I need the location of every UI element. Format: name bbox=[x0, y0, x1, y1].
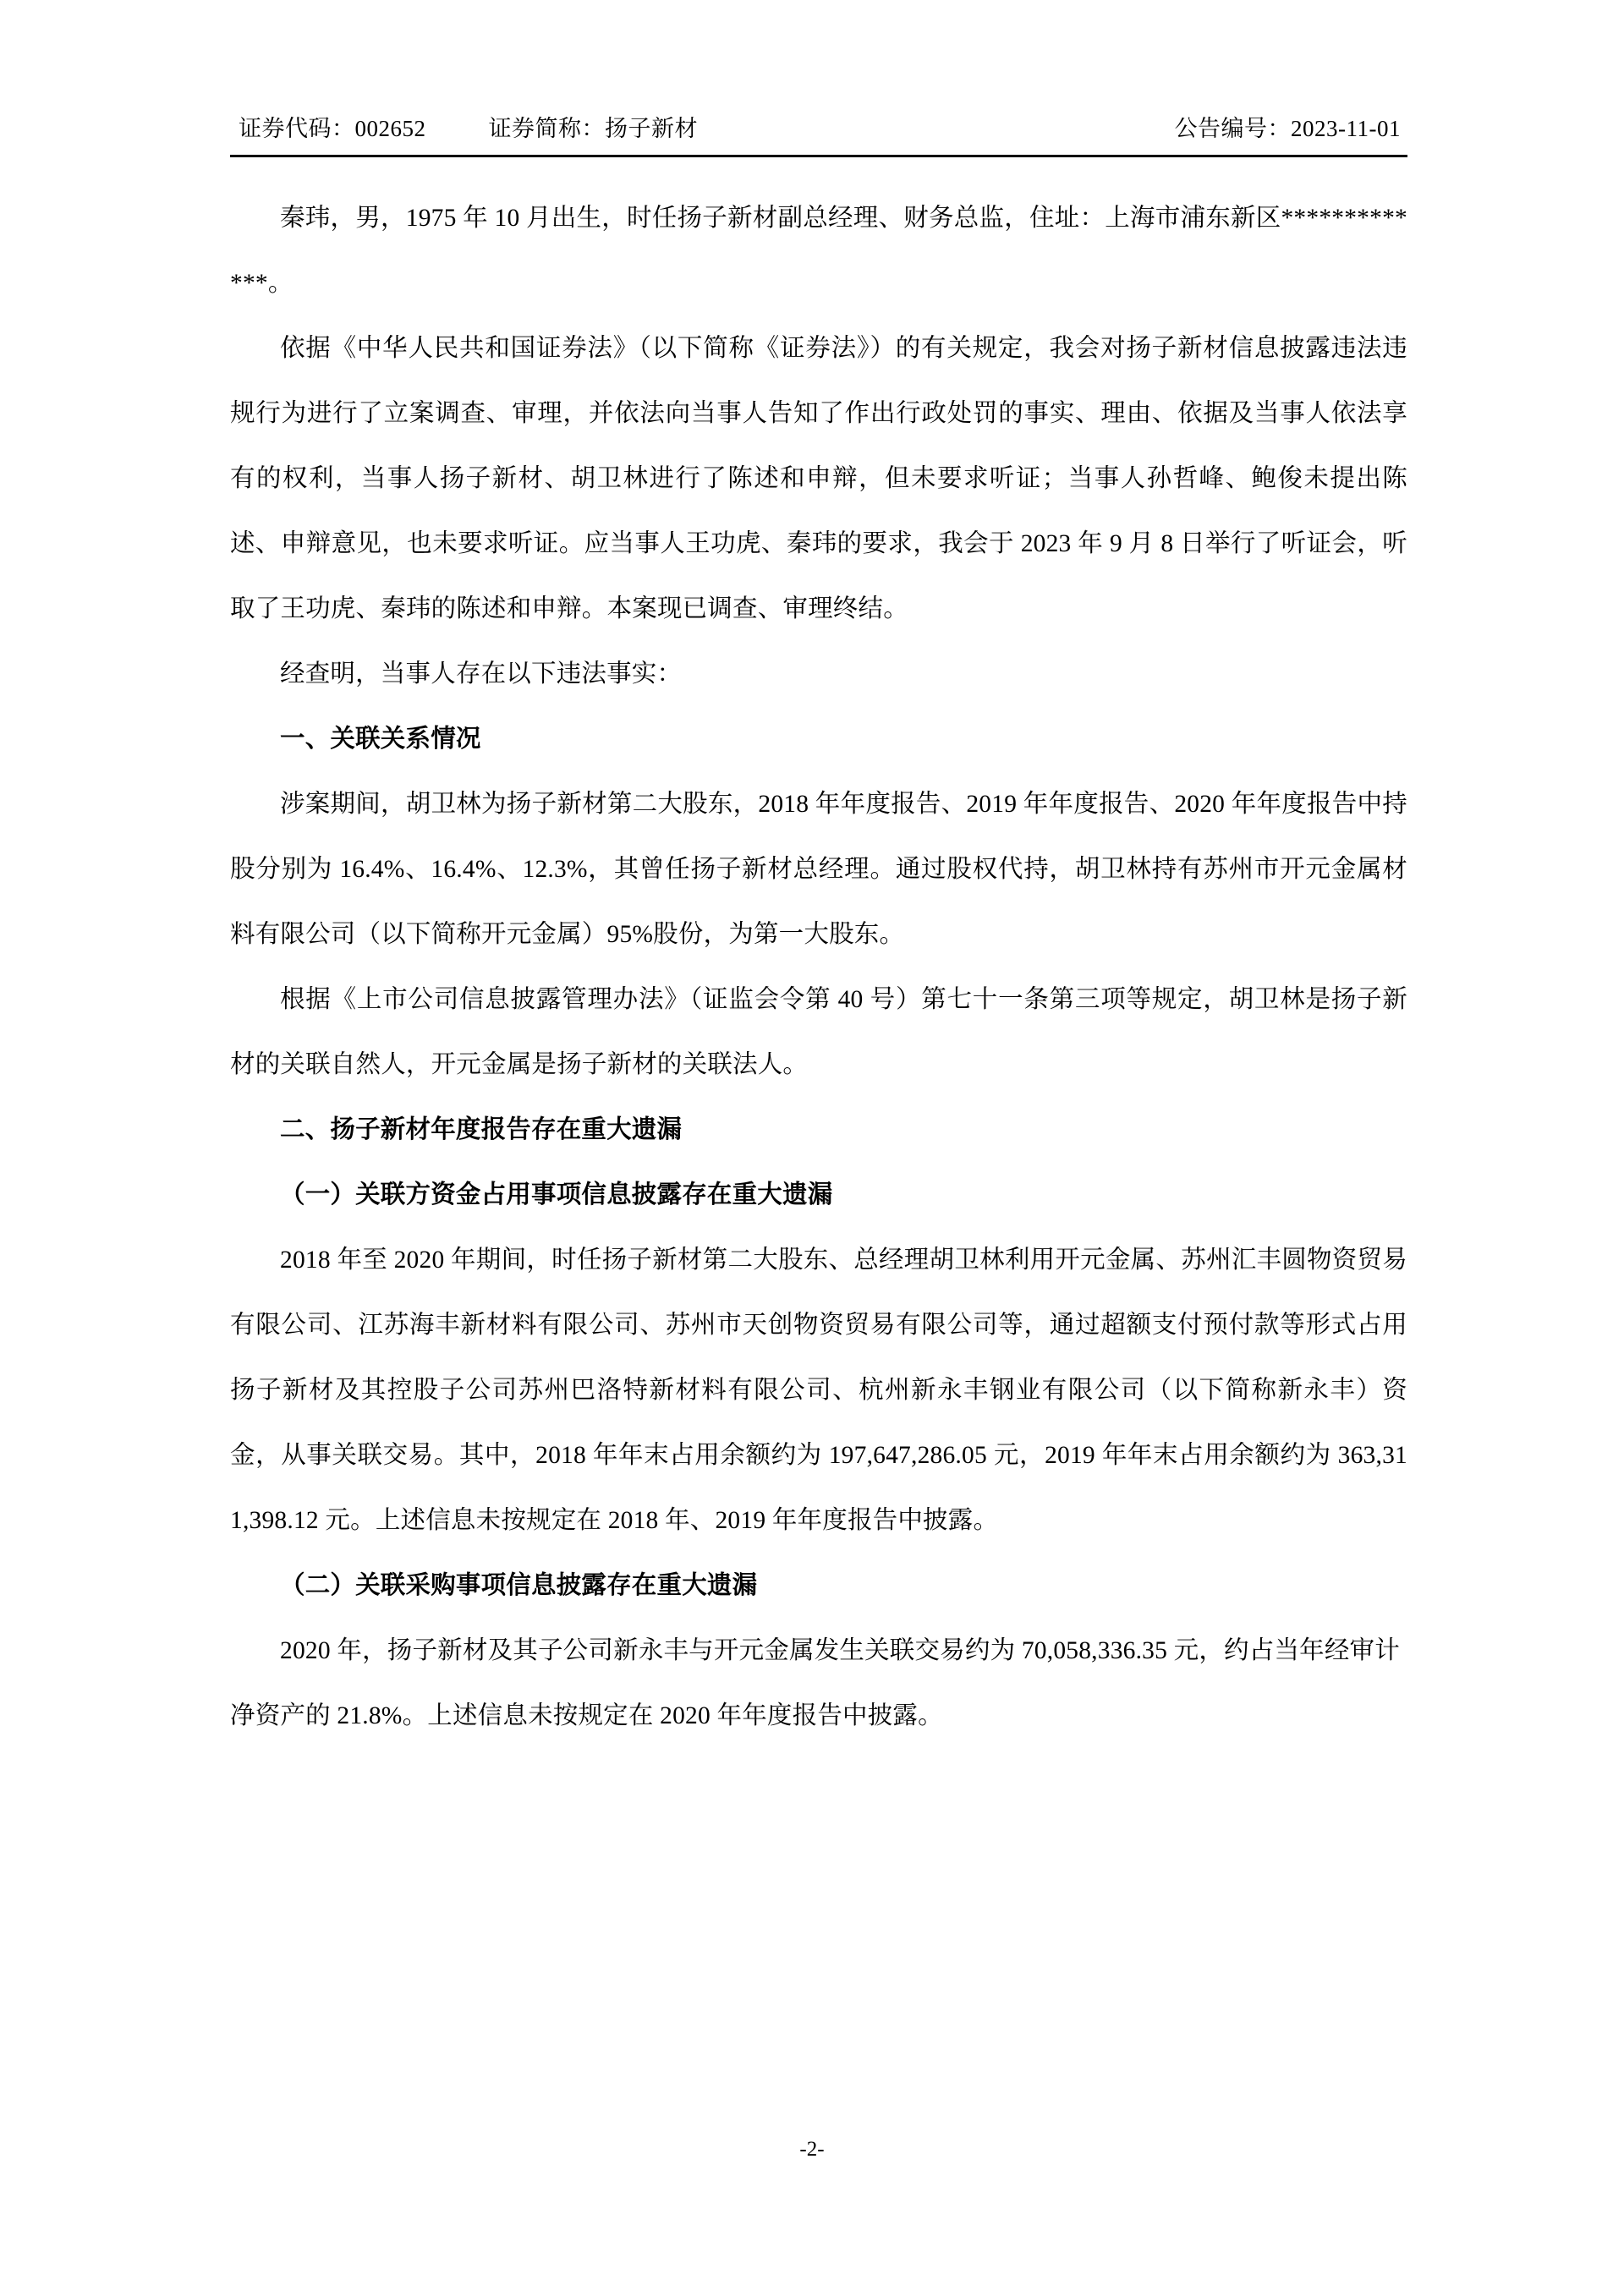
document-body bbox=[230, 186, 1407, 1749]
paragraph-regulation-reference: 根据《上市公司信息披露管理办法》（证监会令第 40 号）第七十一条第三项等规定，胡卫林是扬子新材的关联自然人，开元金属是扬子新材的关联法人。 bbox=[230, 986, 1407, 1078]
paragraph-fund-occupation-detail: 2018 年至 2020 年期间，时任扬子新材第二大股东、总经理胡卫林利用开元金属、苏州汇丰圆物资贸易有限公司、江苏海丰新材料有限公司、苏州市天创物资贸易有限公司等，通过超额支付预付款等形式占用扬子新材及其控股子公司苏州巴洛特新材料有限公司、杭州新永丰钢业有限公司（以下简称新永丰）资金，从事关联交易。其中，2018 年年末占用余额约为 197,647,286.05 元，2019 年年末占用余额约为 363,311,398.12 元。上述信息未按规定在 2018 年、2019 年年度报告中披露。 bbox=[230, 1247, 1407, 1534]
document-header bbox=[230, 110, 1407, 143]
section-heading-annual-report-omission: 二、扬子新材年度报告存在重大遗漏 bbox=[280, 1116, 683, 1143]
page-content bbox=[230, 110, 1407, 1749]
section-heading-related-party-relationship: 一、关联关系情况 bbox=[280, 726, 481, 753]
paragraph-person-info: 秦玮，男，1975 年 10 月出生，时任扬子新材副总经理、财务总监，住址：上海市浦东新区*************。 bbox=[230, 205, 1407, 297]
header-divider bbox=[230, 155, 1407, 157]
paragraph-related-procurement-detail: 2020 年，扬子新材及其子公司新永丰与开元金属发生关联交易约为 70,058,336.35 元，约占当年经审计净资产的 21.8%。上述信息未按规定在 2020 年年度报告中披露。 bbox=[230, 1637, 1400, 1729]
paragraph-legal-basis: 依据《中华人民共和国证券法》（以下简称《证券法》）的有关规定，我会对扬子新材信息披露违法违规行为进行了立案调查、审理，并依法向当事人告知了作出行政处罚的事实、理由、依据及当事人依法享有的权利，当事人扬子新材、胡卫林进行了陈述和申辩，但未要求听证；当事人孙哲峰、鲍俊未提出陈述、申辩意见，也未要求听证。应当事人王功虎、秦玮的要求，我会于 2023 年 9 月 8 日举行了听证会，听取了王功虎、秦玮的陈述和申辩。本案现已调查、审理终结。 bbox=[230, 335, 1407, 622]
subsection-heading-fund-occupation: （一）关联方资金占用事项信息披露存在重大遗漏 bbox=[280, 1181, 833, 1208]
announcement-number: 公告编号：2023-11-01 bbox=[1174, 116, 1401, 141]
page-number-footer: -2- bbox=[799, 2138, 825, 2161]
paragraph-findings-intro: 经查明，当事人存在以下违法事实： bbox=[280, 660, 683, 688]
security-short-name: 证券简称：扬子新材 bbox=[488, 116, 698, 141]
paragraph-shareholding: 涉案期间，胡卫林为扬子新材第二大股东，2018 年年度报告、2019 年年度报告、2020 年年度报告中持股分别为 16.4%、16.4%、12.3%，其曾任扬子新材总经理。通过股权代持，胡卫林持有苏州市开元金属材料有限公司（以下简称开元金属）95%股份，为第一大股东。 bbox=[230, 791, 1407, 948]
subsection-heading-related-procurement: （二）关联采购事项信息披露存在重大遗漏 bbox=[280, 1572, 758, 1599]
security-code: 证券代码：002652 bbox=[239, 116, 426, 141]
